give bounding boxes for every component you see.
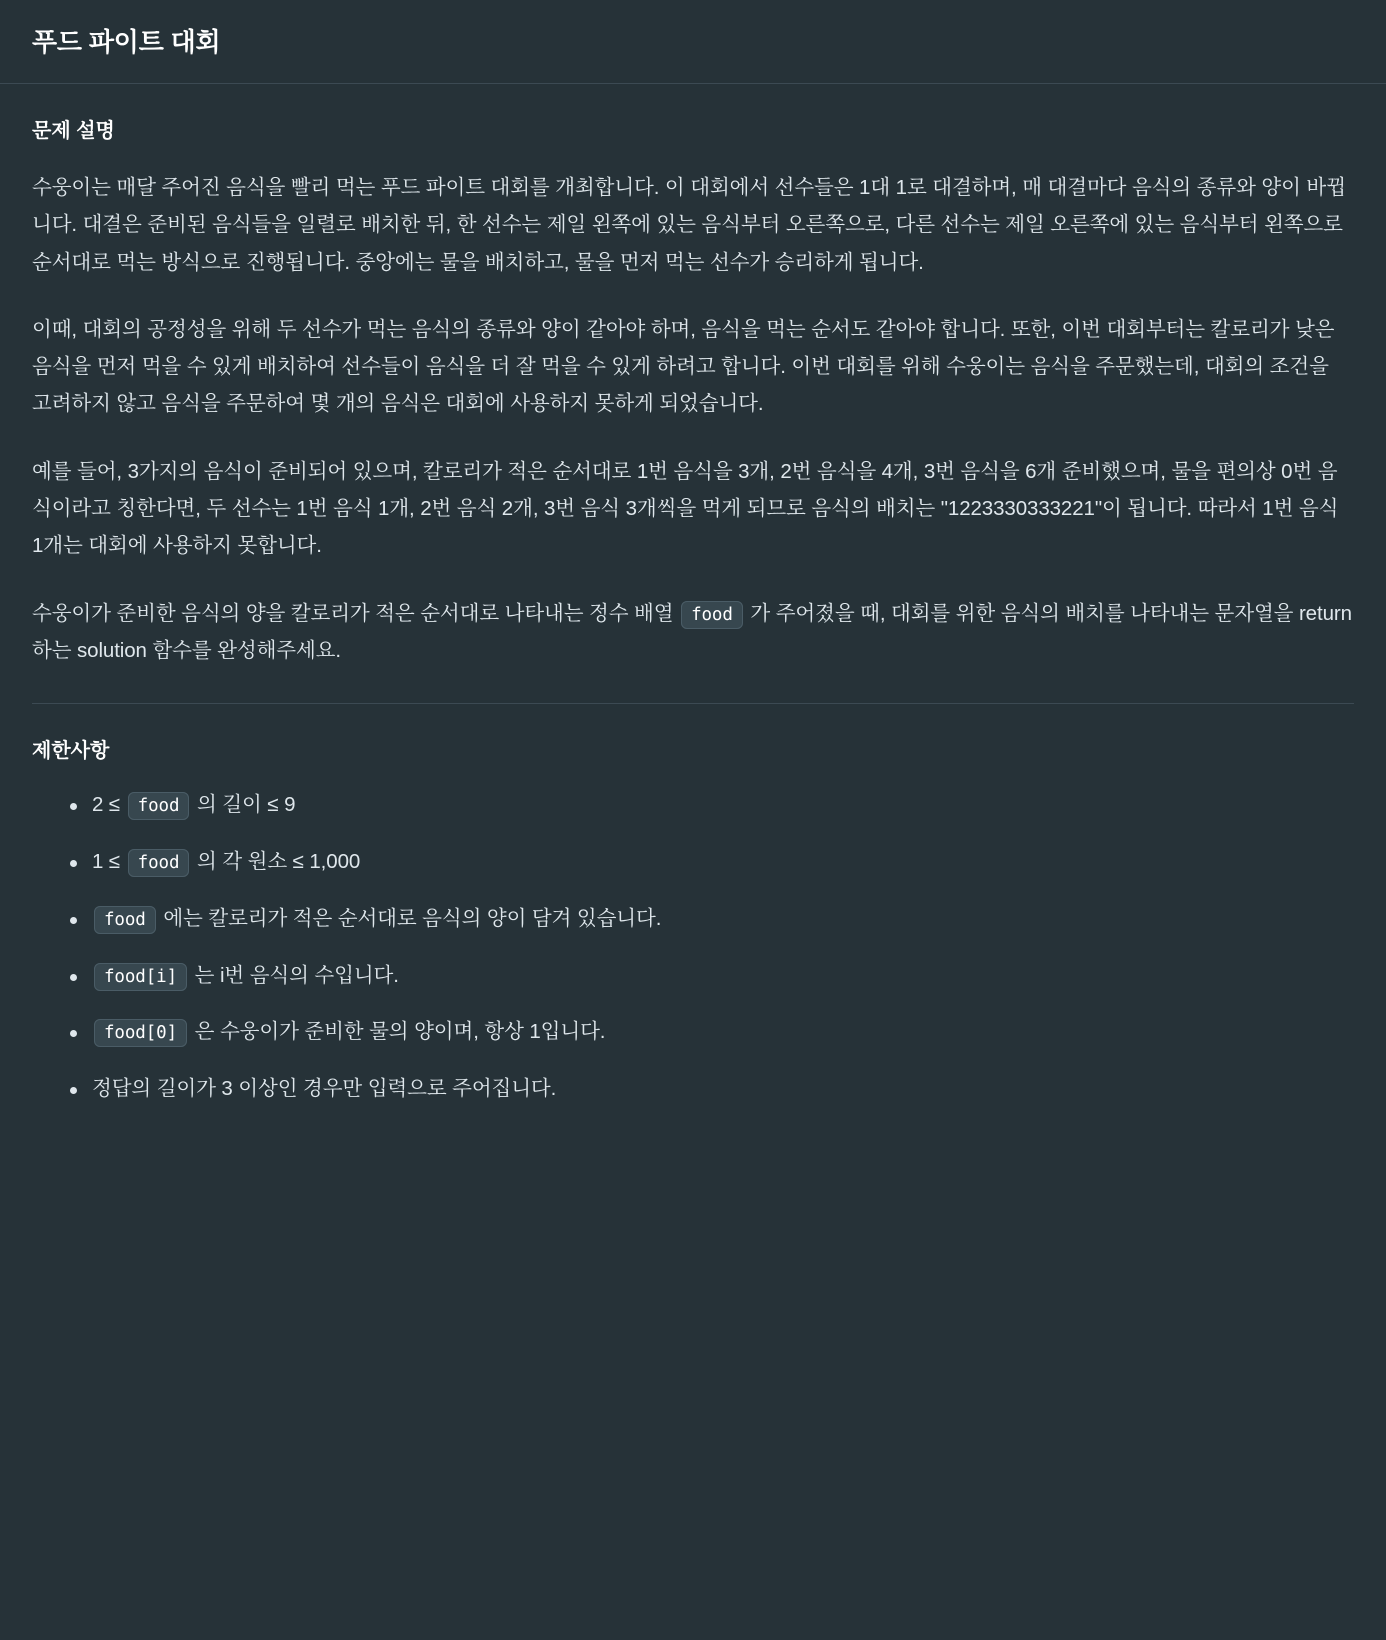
page-title-bar	[0, 0, 1386, 84]
code-food: food	[128, 849, 190, 877]
constraint-6-post: 정답의 길이가 3 이상인 경우만 입력으로 주어집니다.	[92, 1077, 557, 1101]
description-paragraph-1: 수웅이는 매달 주어진 음식을 빨리 먹는 푸드 파이트 대회를 개최합니다. 이 대회에서 선수들은 1대 1로 대결하며, 매 대결마다 음식의 종류와 양이 바뀝니다. 대결은 준비된 음식들을 일렬로 배치한 뒤, 한 선수는 제일 왼쪽에 있는 음식부터 오른쪽으로, 다른 선수는 제일 오른쪽에 있는 음식부터 왼쪽으로 순서대로 먹는 방식으로 진행됩니다. 중앙에는 물을 배치하고, 물을 먼저 먹는 선수가 승리하게 됩니다.	[32, 176, 1346, 274]
description-paragraph-2: 이때, 대회의 공정성을 위해 두 선수가 먹는 음식의 종류와 양이 같아야 하며, 음식을 먹는 순서도 같아야 합니다. 또한, 이번 대회부터는 칼로리가 낮은 음식을 먼저 먹을 수 있게 배치하여 선수들이 음식을 더 잘 먹을 수 있게 하려고 합니다. 이번 대회를 위해 수웅이는 음식을 주문했는데, 대회의 조건을 고려하지 않고 음식을 주문하여 몇 개의 음식은 대회에 사용하지 못하게 되었습니다.	[32, 317, 1335, 416]
constraint-4-post: 는 i번 음식의 수입니다.	[194, 963, 399, 987]
description-paragraph-3: 예를 들어, 3가지의 음식이 준비되어 있으며, 칼로리가 적은 순서대로 1번 음식을 3개, 2번 음식을 4개, 3번 음식을 6개 준비했으며, 물을 편의상 0번 음식이라고 칭한다면, 두 선수는 1번 음식 1개, 2번 음식 2개, 3번 음식 3개씩을 먹게 되므로 음식의 배치는 "1223330333221"이 됩니다. 따라서 1번 음식 1개는 대회에 사용하지 못합니다.	[32, 459, 1339, 558]
constraints-heading: 제한사항	[32, 740, 110, 763]
code-food-index-0: food[0]	[94, 1019, 187, 1047]
constraints-list	[32, 789, 1354, 1106]
constraint-2-post: 의 각 원소 ≤ 1,000	[197, 850, 361, 874]
list-item	[92, 789, 1354, 822]
constraint-2-pre: 1 ≤	[92, 850, 121, 874]
list-item	[92, 1016, 1354, 1049]
description-heading: 문제 설명	[32, 120, 115, 142]
code-food-index-i: food[i]	[94, 963, 187, 991]
constraint-5-post: 은 수웅이가 준비한 물의 양이며, 항상 1입니다.	[194, 1020, 606, 1044]
constraint-3-post: 에는 칼로리가 적은 순서대로 음식의 양이 담겨 있습니다.	[163, 906, 662, 930]
code-food: food	[94, 906, 156, 934]
description-paragraph-4-after: 가 주어졌을 때, 대회를 위한 음식의 배치를 나타내는 문자열을 return 하는 solution 함수를 완성해주세요.	[32, 601, 1352, 662]
page-title: 푸드 파이트 대회	[32, 27, 221, 57]
constraint-1-pre: 2 ≤	[92, 793, 121, 817]
list-item	[92, 1073, 1354, 1106]
list-item	[92, 903, 1354, 936]
list-item	[92, 846, 1354, 879]
bottom-spacer	[32, 1130, 1354, 1170]
constraint-1-post: 의 길이 ≤ 9	[197, 793, 296, 817]
problem-content	[0, 114, 1386, 1170]
code-food: food	[128, 792, 190, 820]
description-paragraph-4	[32, 595, 1354, 670]
description-paragraph-4-before: 수웅이가 준비한 음식의 양을 칼로리가 적은 순서대로 나타내는 정수 배열	[32, 601, 674, 625]
code-food: food	[681, 601, 743, 629]
section-divider	[32, 703, 1354, 704]
list-item	[92, 960, 1354, 993]
